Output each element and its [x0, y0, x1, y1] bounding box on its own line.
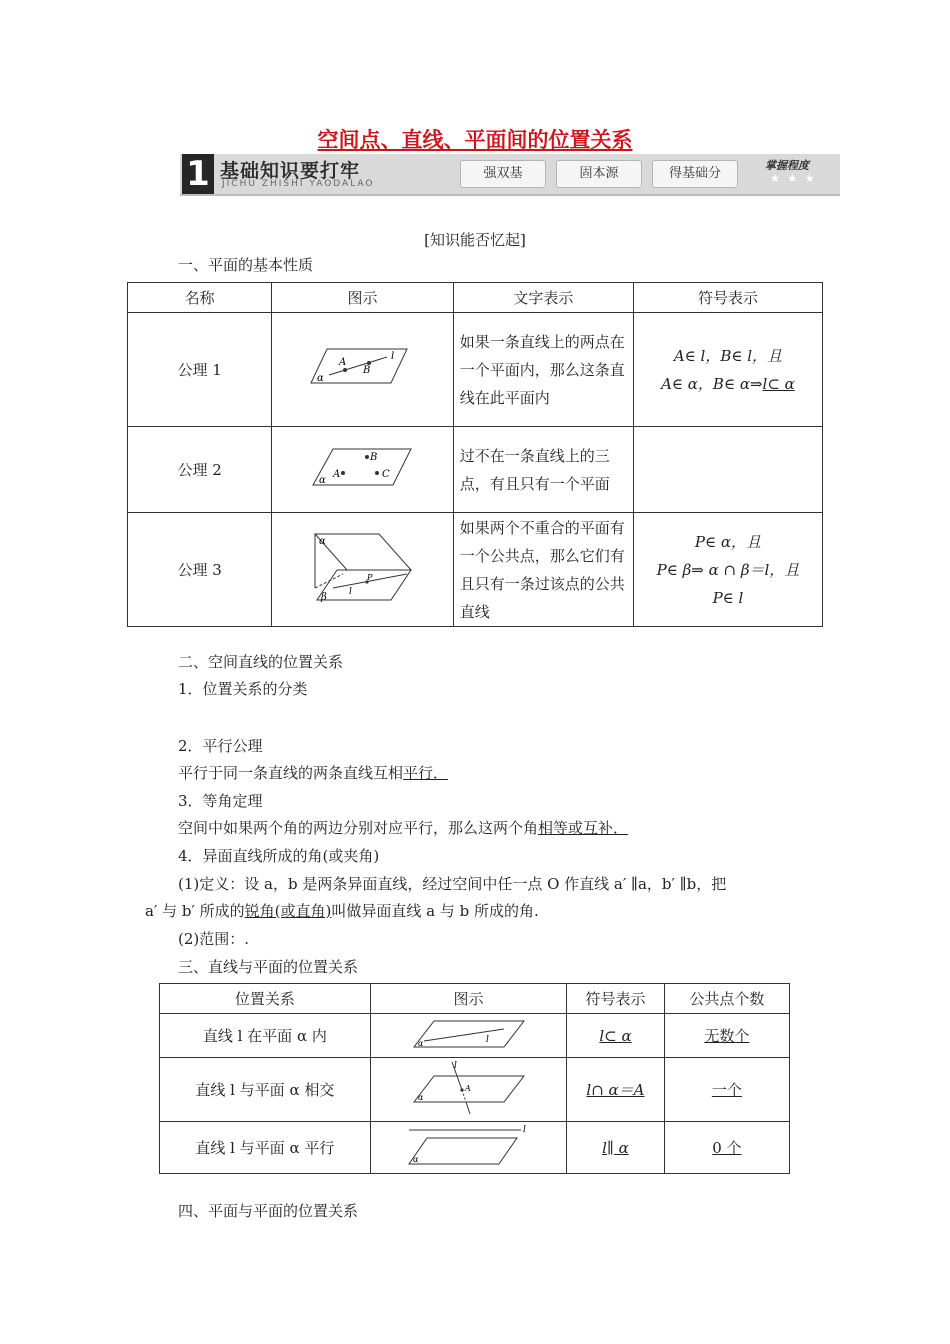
axiom2-text: 过不在一条直线上的三点，有且只有一个平面 [453, 427, 633, 513]
axiom-name: 公理 3 [128, 513, 272, 627]
axiom-name: 公理 1 [128, 313, 272, 427]
s2-item1: 1．位置关系的分类 [178, 680, 308, 698]
t3-header-relation: 位置关系 [160, 984, 371, 1014]
s2-item4-def-line1: (1)定义：设 a，b 是两条异面直线，经过空间中任一点 O 作直线 a′ ∥a，b′ ∥b，把 [178, 875, 727, 893]
label-l: l [486, 1034, 490, 1045]
table-row [128, 513, 823, 627]
relation-cell: 直线 l 与平面 α 平行 [160, 1122, 371, 1174]
section4-heading: 四、平面与平面的位置关系 [178, 1202, 359, 1220]
axiom1-figure [272, 313, 454, 427]
line-in-plane-figure [370, 1014, 567, 1058]
label-l: l [523, 1124, 527, 1135]
label-A: A [465, 1083, 472, 1093]
axiom1-text: 如果一条直线上的两点在一个平面内，那么这条直线在此平面内 [453, 313, 633, 427]
axiom-name: 公理 2 [128, 427, 272, 513]
s2-item4-range: (2)范围：. [178, 930, 250, 948]
table-row [160, 1058, 790, 1122]
table-row [160, 1014, 790, 1058]
banner-heading: 基础知识要打牢 [220, 160, 361, 182]
fill-acute-or-right: 锐角(或直角) [244, 902, 332, 920]
two-planes-diagram [307, 530, 417, 606]
label-l: l [349, 586, 353, 597]
line-plane-table [159, 983, 790, 1174]
tab-gubenyuan[interactable]: 固本源 [556, 160, 642, 188]
t3-header-count: 公共点个数 [664, 984, 789, 1014]
t1-header-symbol: 符号表示 [633, 283, 822, 313]
axiom3-sym-line1: P∈ α，且 [694, 532, 761, 551]
count-cell: 一个 [664, 1058, 789, 1122]
banner-number: 1 [182, 154, 214, 194]
label-alpha: α [418, 1092, 424, 1102]
t3-header-symbol: 符号表示 [567, 984, 664, 1014]
mastery-label: 掌握程度 [765, 159, 809, 172]
axiom3-symbol [633, 513, 822, 627]
plane-line-diagram [307, 343, 417, 393]
label-A: A [333, 468, 341, 480]
section2-heading: 二、空间直线的位置关系 [178, 653, 344, 671]
t1-header-figure: 图示 [272, 283, 454, 313]
line-parallel-plane-figure [370, 1122, 567, 1174]
s2-item4: 4．异面直线所成的角(或夹角) [178, 847, 380, 865]
symbol-cell: l∩ α＝A [567, 1058, 664, 1122]
line-intersects-plane-figure [370, 1058, 567, 1122]
s2-item2-text: 平行于同一条直线的两条直线互相平行． [178, 764, 449, 782]
t3-header-figure: 图示 [370, 984, 567, 1014]
section-banner [180, 154, 840, 196]
t1-header-name: 名称 [128, 283, 272, 313]
line-parallel-plane-diagram [403, 1124, 533, 1168]
label-P: P [367, 572, 373, 582]
axiom1-sym-line1: A∈ l，B∈ l，且 [673, 346, 783, 365]
line-intersects-plane-diagram [408, 1060, 528, 1116]
recall-heading: [知识能否忆起] [424, 231, 526, 249]
axioms-table [127, 282, 823, 627]
axiom1-sym-line2a: A∈ α，B∈ α⇒ [661, 374, 763, 393]
count-cell: 0 个 [664, 1122, 789, 1174]
symbol-cell: l∥ α [567, 1122, 664, 1174]
label-B: B [363, 364, 371, 376]
s2-item2: 2．平行公理 [178, 737, 263, 755]
tab-dejichufen[interactable]: 得基础分 [652, 160, 738, 188]
table-row [160, 1122, 790, 1174]
count-cell: 无数个 [664, 1014, 789, 1058]
relation-cell: 直线 l 在平面 α 内 [160, 1014, 371, 1058]
label-l: l [391, 350, 395, 362]
axiom1-symbol [633, 313, 822, 427]
banner-pinyin: JICHU ZHISHI YAODALAO [222, 179, 375, 189]
label-C: C [382, 468, 391, 480]
axiom2-symbol [633, 427, 822, 513]
table-row [128, 427, 823, 513]
axiom3-text: 如果两个不重合的平面有一个公共点，那么它们有且只有一条过该点的公共直线 [453, 513, 633, 627]
s2-item3: 3．等角定理 [178, 792, 263, 810]
section1-heading: 一、平面的基本性质 [178, 256, 314, 274]
axiom2-figure [272, 427, 454, 513]
s2-item4-def-line2: a′ 与 b′ 所成的锐角(或直角)叫做异面直线 a 与 b 所成的角. [145, 902, 539, 920]
mastery-stars: ★ ★ ★ [770, 172, 817, 185]
table-row [128, 313, 823, 427]
tab-qiangshuangji[interactable]: 强双基 [460, 160, 546, 188]
axiom1-sym-line2b: l⊂ α [762, 374, 795, 393]
axiom3-figure [272, 513, 454, 627]
fill-equal-or-supplementary: 相等或互补． [538, 819, 629, 837]
plane-three-points-diagram [307, 443, 417, 493]
symbol-cell: l⊂ α [567, 1014, 664, 1058]
label-alpha: α [319, 535, 327, 547]
s2-item3-text: 空间中如果两个角的两边分别对应平行，那么这两个角相等或互补． [178, 819, 629, 837]
label-A: A [339, 356, 347, 368]
page-title: 空间点、直线、平面间的位置关系 [317, 128, 633, 152]
label-alpha: α [317, 372, 325, 384]
t1-header-text: 文字表示 [453, 283, 633, 313]
axiom3-sym-line3: P∈ l [712, 588, 744, 607]
label-alpha: α [319, 474, 327, 486]
line-in-plane-diagram [408, 1017, 528, 1051]
relation-cell: 直线 l 与平面 α 相交 [160, 1058, 371, 1122]
label-B: B [370, 451, 378, 463]
section3-heading: 三、直线与平面的位置关系 [178, 958, 359, 976]
label-alpha: α [413, 1154, 419, 1164]
label-l: l [454, 1060, 458, 1071]
axiom3-sym-line2: P∈ β⇒ α ∩ β＝l，且 [656, 560, 800, 579]
label-alpha: α [418, 1038, 424, 1048]
label-beta: β [321, 591, 328, 603]
fill-parallel: 平行． [403, 764, 449, 782]
